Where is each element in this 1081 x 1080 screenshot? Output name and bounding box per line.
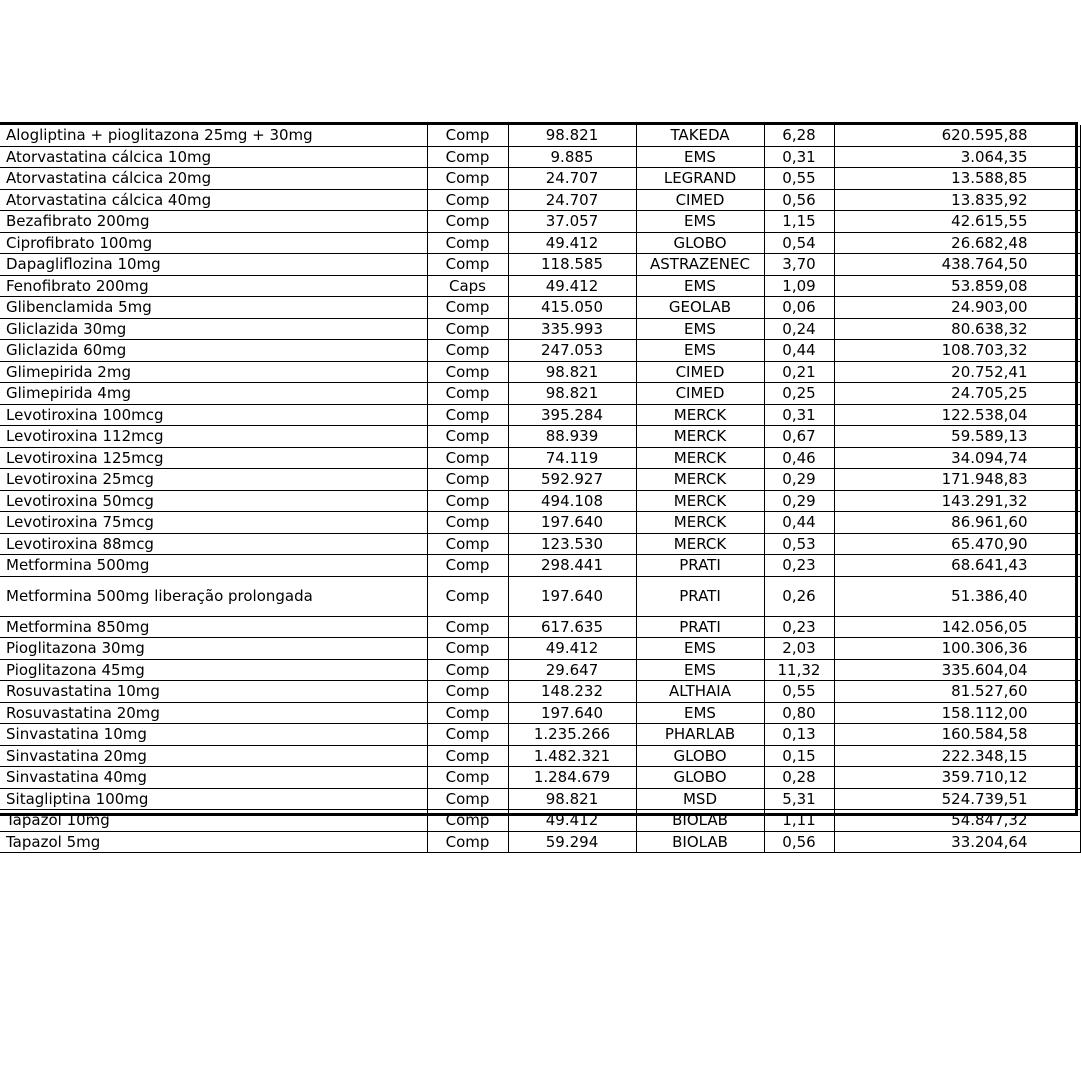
table-row [0, 189, 1080, 211]
unit-price-cell: 11,32 [764, 659, 834, 681]
laboratory-cell: GLOBO [636, 232, 764, 254]
form-cell: Comp [427, 490, 508, 512]
unit-price-cell: 0,28 [764, 767, 834, 789]
table-row [0, 447, 1080, 469]
total-value-cell: 80.638,32 [834, 318, 1080, 340]
table-row [0, 168, 1080, 190]
laboratory-cell: CIMED [636, 189, 764, 211]
laboratory-cell: BIOLAB [636, 831, 764, 853]
unit-price-cell: 0,55 [764, 168, 834, 190]
laboratory-cell: MERCK [636, 447, 764, 469]
unit-price-cell: 0,54 [764, 232, 834, 254]
total-value-cell: 108.703,32 [834, 340, 1080, 362]
laboratory-cell: EMS [636, 659, 764, 681]
table-frame [0, 122, 1078, 851]
quantity-cell: 617.635 [508, 616, 636, 638]
unit-price-cell: 0,31 [764, 146, 834, 168]
table-row [0, 810, 1080, 832]
laboratory-cell: PRATI [636, 576, 764, 616]
form-cell: Comp [427, 576, 508, 616]
total-value-cell: 524.739,51 [834, 788, 1080, 810]
form-cell: Comp [427, 318, 508, 340]
form-cell: Comp [427, 659, 508, 681]
quantity-cell: 197.640 [508, 702, 636, 724]
total-value-cell: 335.604,04 [834, 659, 1080, 681]
quantity-cell: 197.640 [508, 576, 636, 616]
quantity-cell: 247.053 [508, 340, 636, 362]
quantity-cell: 415.050 [508, 297, 636, 319]
form-cell: Caps [427, 275, 508, 297]
form-cell: Comp [427, 383, 508, 405]
medication-name-cell: Atorvastatina cálcica 40mg [0, 189, 427, 211]
quantity-cell: 24.707 [508, 189, 636, 211]
unit-price-cell: 0,13 [764, 724, 834, 746]
form-cell: Comp [427, 447, 508, 469]
quantity-cell: 1.284.679 [508, 767, 636, 789]
table-row [0, 469, 1080, 491]
unit-price-cell: 0,21 [764, 361, 834, 383]
laboratory-cell: GLOBO [636, 745, 764, 767]
table-row [0, 788, 1080, 810]
table-row [0, 831, 1080, 853]
unit-price-cell: 0,31 [764, 404, 834, 426]
unit-price-cell: 0,29 [764, 469, 834, 491]
total-value-cell: 142.056,05 [834, 616, 1080, 638]
form-cell: Comp [427, 254, 508, 276]
table-row [0, 125, 1080, 146]
quantity-cell: 298.441 [508, 555, 636, 577]
quantity-cell: 197.640 [508, 512, 636, 534]
table-row [0, 616, 1080, 638]
quantity-cell: 123.530 [508, 533, 636, 555]
table-row [0, 275, 1080, 297]
table-body [0, 125, 1080, 853]
form-cell: Comp [427, 361, 508, 383]
total-value-cell: 68.641,43 [834, 555, 1080, 577]
laboratory-cell: ALTHAIA [636, 681, 764, 703]
total-value-cell: 20.752,41 [834, 361, 1080, 383]
medication-name-cell: Glibenclamida 5mg [0, 297, 427, 319]
total-value-cell: 143.291,32 [834, 490, 1080, 512]
laboratory-cell: MERCK [636, 426, 764, 448]
table-row [0, 490, 1080, 512]
quantity-cell: 98.821 [508, 361, 636, 383]
unit-price-cell: 0,56 [764, 189, 834, 211]
form-cell: Comp [427, 211, 508, 233]
medication-name-cell: Gliclazida 30mg [0, 318, 427, 340]
table-row [0, 681, 1080, 703]
quantity-cell: 592.927 [508, 469, 636, 491]
table-row [0, 232, 1080, 254]
unit-price-cell: 1,09 [764, 275, 834, 297]
laboratory-cell: MSD [636, 788, 764, 810]
medication-name-cell: Glimepirida 4mg [0, 383, 427, 405]
total-value-cell: 42.615,55 [834, 211, 1080, 233]
unit-price-cell: 0,67 [764, 426, 834, 448]
table-row [0, 318, 1080, 340]
medication-name-cell: Sinvastatina 40mg [0, 767, 427, 789]
total-value-cell: 3.064,35 [834, 146, 1080, 168]
quantity-cell: 29.647 [508, 659, 636, 681]
medication-name-cell: Glimepirida 2mg [0, 361, 427, 383]
laboratory-cell: GLOBO [636, 767, 764, 789]
quantity-cell: 118.585 [508, 254, 636, 276]
laboratory-cell: PRATI [636, 616, 764, 638]
medication-name-cell: Sitagliptina 100mg [0, 788, 427, 810]
medication-name-cell: Tapazol 10mg [0, 810, 427, 832]
total-value-cell: 24.903,00 [834, 297, 1080, 319]
quantity-cell: 148.232 [508, 681, 636, 703]
unit-price-cell: 5,31 [764, 788, 834, 810]
medication-name-cell: Metformina 850mg [0, 616, 427, 638]
medication-name-cell: Levotiroxina 75mcg [0, 512, 427, 534]
form-cell: Comp [427, 745, 508, 767]
laboratory-cell: CIMED [636, 361, 764, 383]
table-row [0, 426, 1080, 448]
medication-name-cell: Metformina 500mg liberação prolongada [0, 576, 427, 616]
unit-price-cell: 0,23 [764, 555, 834, 577]
total-value-cell: 34.094,74 [834, 447, 1080, 469]
medication-name-cell: Levotiroxina 25mcg [0, 469, 427, 491]
quantity-cell: 98.821 [508, 788, 636, 810]
form-cell: Comp [427, 638, 508, 660]
total-value-cell: 359.710,12 [834, 767, 1080, 789]
unit-price-cell: 0,15 [764, 745, 834, 767]
table-row [0, 297, 1080, 319]
form-cell: Comp [427, 702, 508, 724]
form-cell: Comp [427, 168, 508, 190]
quantity-cell: 335.993 [508, 318, 636, 340]
quantity-cell: 49.412 [508, 638, 636, 660]
medication-name-cell: Levotiroxina 50mcg [0, 490, 427, 512]
table-row [0, 383, 1080, 405]
quantity-cell: 49.412 [508, 810, 636, 832]
table-row [0, 745, 1080, 767]
table-row [0, 555, 1080, 577]
laboratory-cell: MERCK [636, 469, 764, 491]
medication-name-cell: Tapazol 5mg [0, 831, 427, 853]
medication-name-cell: Pioglitazona 45mg [0, 659, 427, 681]
unit-price-cell: 0,23 [764, 616, 834, 638]
laboratory-cell: MERCK [636, 533, 764, 555]
form-cell: Comp [427, 533, 508, 555]
table-row [0, 533, 1080, 555]
total-value-cell: 620.595,88 [834, 125, 1080, 146]
unit-price-cell: 2,03 [764, 638, 834, 660]
laboratory-cell: LEGRAND [636, 168, 764, 190]
form-cell: Comp [427, 426, 508, 448]
unit-price-cell: 0,46 [764, 447, 834, 469]
unit-price-cell: 3,70 [764, 254, 834, 276]
quantity-cell: 494.108 [508, 490, 636, 512]
form-cell: Comp [427, 340, 508, 362]
form-cell: Comp [427, 724, 508, 746]
medication-name-cell: Bezafibrato 200mg [0, 211, 427, 233]
laboratory-cell: MERCK [636, 512, 764, 534]
form-cell: Comp [427, 146, 508, 168]
unit-price-cell: 0,25 [764, 383, 834, 405]
total-value-cell: 438.764,50 [834, 254, 1080, 276]
laboratory-cell: EMS [636, 638, 764, 660]
laboratory-cell: PHARLAB [636, 724, 764, 746]
unit-price-cell: 0,56 [764, 831, 834, 853]
laboratory-cell: EMS [636, 340, 764, 362]
laboratory-cell: MERCK [636, 490, 764, 512]
unit-price-cell: 1,15 [764, 211, 834, 233]
total-value-cell: 13.588,85 [834, 168, 1080, 190]
table-row [0, 211, 1080, 233]
laboratory-cell: MERCK [636, 404, 764, 426]
table-row [0, 340, 1080, 362]
medication-name-cell: Pioglitazona 30mg [0, 638, 427, 660]
medication-name-cell: Sinvastatina 20mg [0, 745, 427, 767]
quantity-cell: 49.412 [508, 275, 636, 297]
form-cell: Comp [427, 232, 508, 254]
table-row [0, 724, 1080, 746]
form-cell: Comp [427, 555, 508, 577]
medication-name-cell: Gliclazida 60mg [0, 340, 427, 362]
table-row [0, 512, 1080, 534]
total-value-cell: 59.589,13 [834, 426, 1080, 448]
laboratory-cell: ASTRAZENEC [636, 254, 764, 276]
total-value-cell: 53.859,08 [834, 275, 1080, 297]
medication-name-cell: Fenofibrato 200mg [0, 275, 427, 297]
form-cell: Comp [427, 831, 508, 853]
table-row [0, 659, 1080, 681]
medication-name-cell: Levotiroxina 112mcg [0, 426, 427, 448]
quantity-cell: 88.939 [508, 426, 636, 448]
total-value-cell: 33.204,64 [834, 831, 1080, 853]
unit-price-cell: 0,06 [764, 297, 834, 319]
unit-price-cell: 0,24 [764, 318, 834, 340]
form-cell: Comp [427, 767, 508, 789]
table-row [0, 576, 1080, 616]
quantity-cell: 49.412 [508, 232, 636, 254]
medication-name-cell: Levotiroxina 100mcg [0, 404, 427, 426]
laboratory-cell: BIOLAB [636, 810, 764, 832]
total-value-cell: 13.835,92 [834, 189, 1080, 211]
laboratory-cell: EMS [636, 146, 764, 168]
unit-price-cell: 0,26 [764, 576, 834, 616]
medication-name-cell: Atorvastatina cálcica 20mg [0, 168, 427, 190]
table-row [0, 404, 1080, 426]
quantity-cell: 74.119 [508, 447, 636, 469]
unit-price-cell: 0,55 [764, 681, 834, 703]
quantity-cell: 59.294 [508, 831, 636, 853]
quantity-cell: 98.821 [508, 125, 636, 146]
laboratory-cell: PRATI [636, 555, 764, 577]
laboratory-cell: TAKEDA [636, 125, 764, 146]
total-value-cell: 122.538,04 [834, 404, 1080, 426]
unit-price-cell: 0,80 [764, 702, 834, 724]
quantity-cell: 24.707 [508, 168, 636, 190]
unit-price-cell: 6,28 [764, 125, 834, 146]
medication-name-cell: Dapagliflozina 10mg [0, 254, 427, 276]
quantity-cell: 1.235.266 [508, 724, 636, 746]
quantity-cell: 98.821 [508, 383, 636, 405]
medication-name-cell: Alogliptina + pioglitazona 25mg + 30mg [0, 125, 427, 146]
medication-name-cell: Rosuvastatina 10mg [0, 681, 427, 703]
unit-price-cell: 0,44 [764, 340, 834, 362]
total-value-cell: 24.705,25 [834, 383, 1080, 405]
total-value-cell: 54.847,32 [834, 810, 1080, 832]
unit-price-cell: 0,44 [764, 512, 834, 534]
table-row [0, 254, 1080, 276]
medication-name-cell: Levotiroxina 125mcg [0, 447, 427, 469]
table-row [0, 638, 1080, 660]
table-row [0, 767, 1080, 789]
form-cell: Comp [427, 681, 508, 703]
form-cell: Comp [427, 469, 508, 491]
laboratory-cell: EMS [636, 211, 764, 233]
unit-price-cell: 0,29 [764, 490, 834, 512]
table-row [0, 361, 1080, 383]
laboratory-cell: EMS [636, 275, 764, 297]
medication-name-cell: Levotiroxina 88mcg [0, 533, 427, 555]
form-cell: Comp [427, 788, 508, 810]
form-cell: Comp [427, 512, 508, 534]
quantity-cell: 37.057 [508, 211, 636, 233]
total-value-cell: 158.112,00 [834, 702, 1080, 724]
unit-price-cell: 1,11 [764, 810, 834, 832]
unit-price-cell: 0,53 [764, 533, 834, 555]
total-value-cell: 171.948,83 [834, 469, 1080, 491]
form-cell: Comp [427, 404, 508, 426]
laboratory-cell: CIMED [636, 383, 764, 405]
medication-name-cell: Metformina 500mg [0, 555, 427, 577]
quantity-cell: 395.284 [508, 404, 636, 426]
total-value-cell: 26.682,48 [834, 232, 1080, 254]
total-value-cell: 65.470,90 [834, 533, 1080, 555]
total-value-cell: 51.386,40 [834, 576, 1080, 616]
medication-name-cell: Sinvastatina 10mg [0, 724, 427, 746]
table-row [0, 702, 1080, 724]
medication-table [0, 125, 1081, 853]
form-cell: Comp [427, 616, 508, 638]
total-value-cell: 160.584,58 [834, 724, 1080, 746]
medication-name-cell: Rosuvastatina 20mg [0, 702, 427, 724]
total-value-cell: 100.306,36 [834, 638, 1080, 660]
form-cell: Comp [427, 810, 508, 832]
laboratory-cell: EMS [636, 702, 764, 724]
laboratory-cell: EMS [636, 318, 764, 340]
total-value-cell: 81.527,60 [834, 681, 1080, 703]
table-row [0, 146, 1080, 168]
form-cell: Comp [427, 297, 508, 319]
laboratory-cell: GEOLAB [636, 297, 764, 319]
total-value-cell: 86.961,60 [834, 512, 1080, 534]
quantity-cell: 9.885 [508, 146, 636, 168]
form-cell: Comp [427, 125, 508, 146]
medication-name-cell: Atorvastatina cálcica 10mg [0, 146, 427, 168]
total-value-cell: 222.348,15 [834, 745, 1080, 767]
form-cell: Comp [427, 189, 508, 211]
quantity-cell: 1.482.321 [508, 745, 636, 767]
medication-name-cell: Ciprofibrato 100mg [0, 232, 427, 254]
